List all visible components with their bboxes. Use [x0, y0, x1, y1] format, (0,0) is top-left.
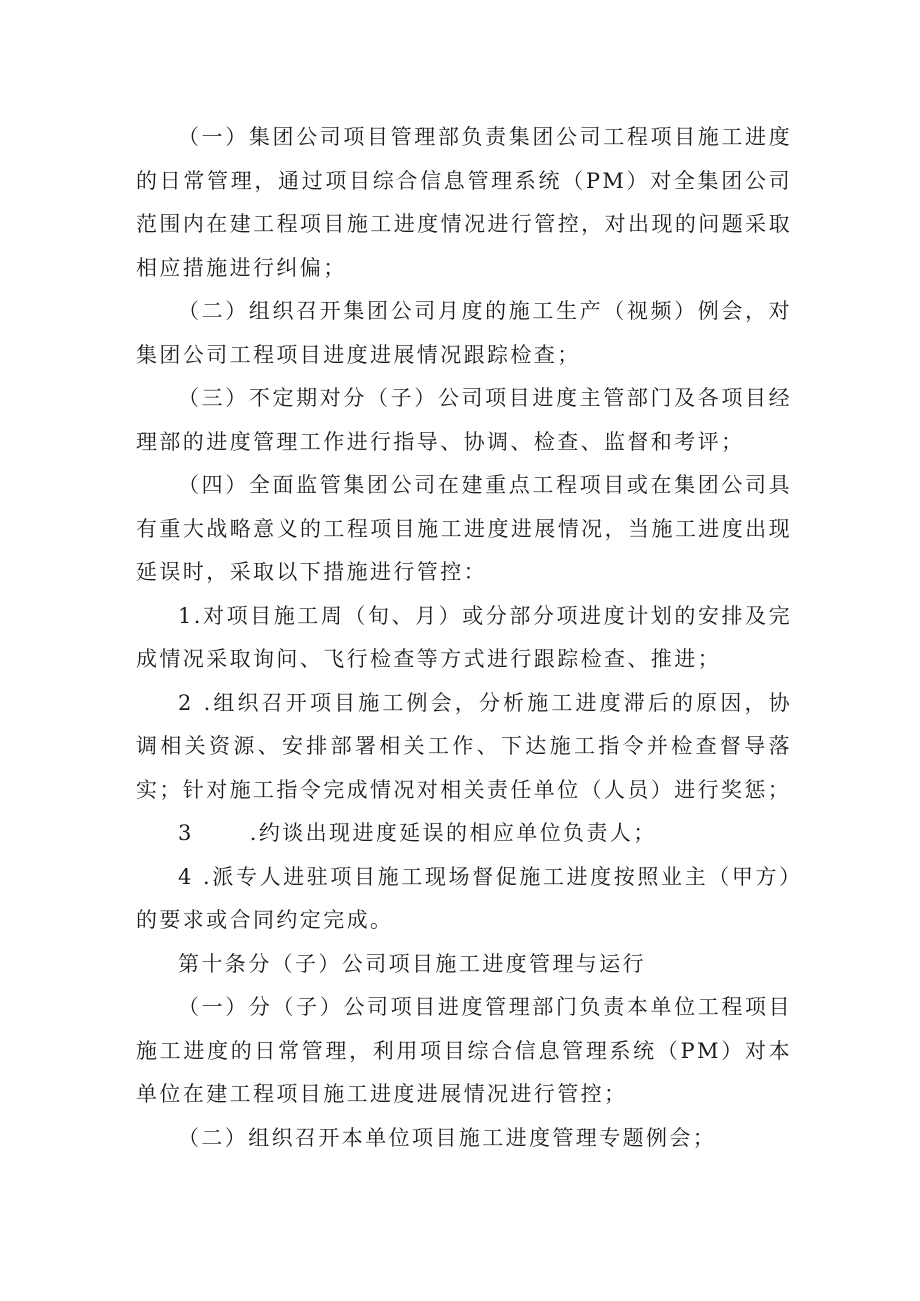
paragraph-6: （二）组织召开本单位项目施工进度管理专题例会；	[178, 1125, 717, 1150]
paragraph-1: （一）集团公司项目管理部负责集团公司工程项目施工进度的日常管理，通过项目综合信息管理系统（PM）对全集团公司范围内在建工程项目施工进度情况进行管控，对出现的问题采取相应措施进行纠偏；	[136, 125, 792, 280]
paragraph-4: （四）全面监管集团公司在建重点工程项目或在集团公司具有重大战略意义的工程项目施工进度进展情况，当施工进度出现延误时，采取以下措施进行管控：	[136, 473, 792, 584]
list-item-1: 1.对项目施工周（旬、月）或分部分项进度计划的安排及完成情况采取询问、飞行检查等方式进行跟踪检查、推进；	[136, 603, 792, 671]
article-heading: 第十条分（子）公司项目施工进度管理与运行	[178, 951, 646, 976]
list-item-4: 4 .派专人进驻项目施工现场督促施工进度按照业主（甲方）的要求或合同约定完成。	[136, 864, 792, 932]
list-item-2: 2 .组织召开项目施工例会，分析施工进度滞后的原因，协调相关资源、安排部署相关工作、下达施工指令并检查督导落实；针对施工指令完成情况对相关责任单位（人员）进行奖惩；	[136, 690, 792, 802]
list-item-3	[136, 812, 792, 856]
paragraph-3: （三）不定期对分（子）公司项目进度主管部门及各项目经理部的进度管理工作进行指导、协调、检查、监督和考评；	[136, 386, 792, 454]
list-item-3-text: .约谈出现进度延误的相应单位负责人；	[249, 821, 657, 845]
list-item-3-number: 3	[178, 821, 194, 845]
paragraph-2: （二）组织召开集团公司月度的施工生产（视频）例会，对集团公司工程项目进度进展情况跟踪检查；	[136, 299, 792, 367]
paragraph-5: （一）分（子）公司项目进度管理部门负责本单位工程项目施工进度的日常管理，利用项目综合信息管理系统（PM）对本单位在建工程项目施工进度进展情况进行管控；	[136, 995, 792, 1106]
document-body	[136, 116, 792, 1160]
